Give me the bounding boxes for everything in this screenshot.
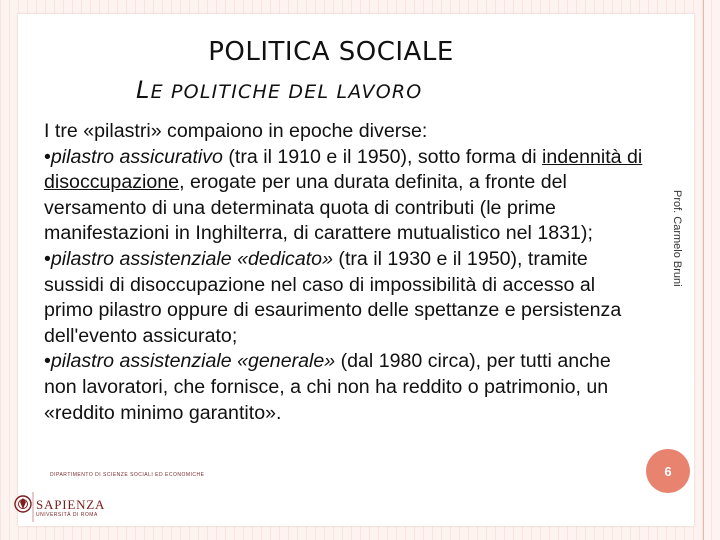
bullet: •	[44, 247, 51, 270]
pillar-2-rest: (tra il 1930 e il 1950), tramite sussidi di disoccupazione nel caso di impossibilità di accesso al primo pilastro oppure di esaurimento delle spettanze e persistenza dell'evento assicurato;	[44, 247, 622, 347]
author-sidebar	[669, 190, 683, 295]
body-intro: I tre «pilastri» compaiono in epoche diverse:	[44, 120, 428, 142]
university-subtitle: UNIVERSITÀ DI ROMA	[36, 512, 98, 518]
pillar-1-text: (tra il 1910 e il 1950), sotto forma di	[222, 145, 543, 168]
bullet: •	[44, 350, 51, 373]
pillar-1	[44, 145, 644, 247]
pillar-1-term: pilastro assicurativo	[50, 145, 223, 168]
subtitle-initial: L	[136, 76, 151, 104]
author-name: Prof. Carmelo Bruni	[671, 190, 683, 287]
pillar-2-term: pilastro assistenziale «dedicato»	[50, 247, 333, 270]
pillar-3-rest: (dal 1980 circa), per tutti anche non lavoratori, che fornisce, a chi non ha reddito o patrimonio, un «reddito minimo garantito».	[44, 350, 611, 424]
bullet: •	[44, 145, 51, 168]
pillar-1-rest: , erogate per una durata definita, a fronte del versamento di una determinata quota di contributi (le prime manifestazioni in Inghilterra, di carattere mutualistico nel 1831);	[44, 171, 593, 245]
subtitle-rest: E POLITICHE DEL LAVORO	[150, 81, 423, 103]
pillar-2	[44, 247, 644, 349]
pillar-3-term: pilastro assistenziale «generale»	[50, 350, 336, 373]
pillar-1-underlined: indennità di disoccupazione	[44, 145, 643, 194]
slide-title: POLITICA SOCIALE	[208, 37, 454, 67]
margin-line	[703, 0, 704, 540]
page-number-badge: 6	[646, 449, 690, 493]
slide-body	[44, 119, 644, 426]
pillar-3	[44, 349, 644, 426]
university-name: SAPIENZA	[36, 497, 106, 512]
department-name: DIPARTIMENTO DI SCIENZE SOCIALI ED ECONOMICHE	[50, 472, 205, 478]
slide-subtitle	[136, 76, 422, 104]
